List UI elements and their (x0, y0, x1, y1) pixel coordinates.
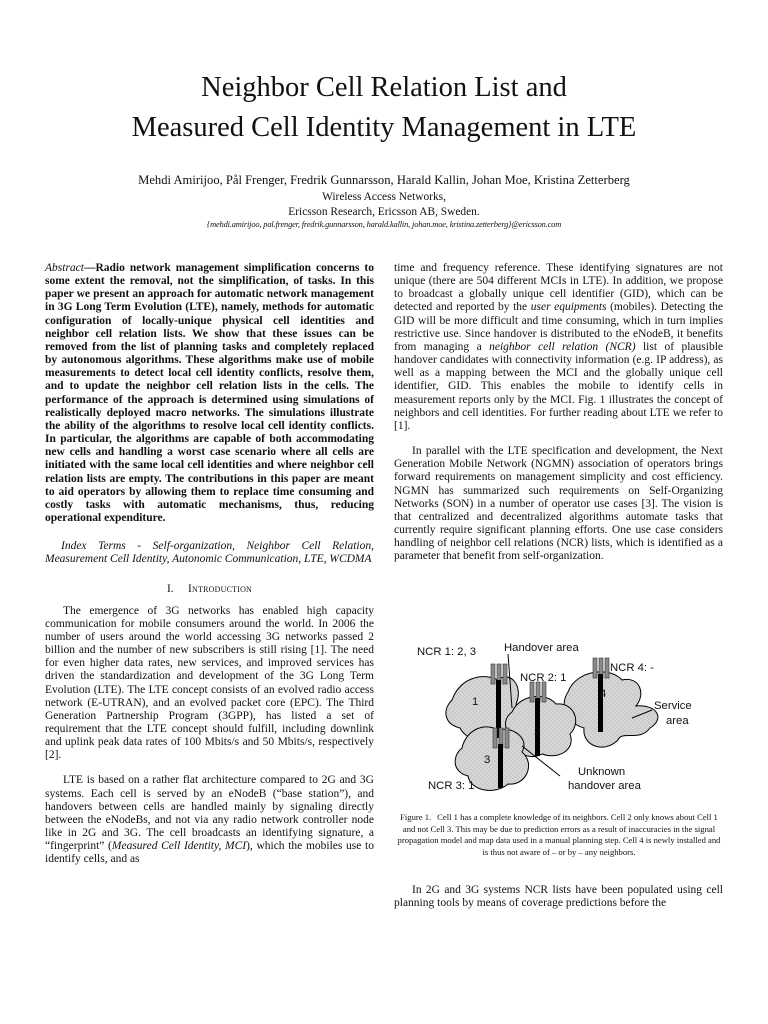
intro-p2-text-b: ), which the mobiles use to identify cells, and as (45, 840, 374, 866)
label-ncr-3: NCR 3: 1 (428, 780, 475, 792)
section-title: Introduction (188, 583, 253, 596)
title-line-2: Measured Cell Identity Management in LTE (131, 112, 637, 143)
cell-4-coverage (564, 672, 658, 747)
paper-title (40, 68, 728, 148)
label-handover-area: Handover area (504, 642, 579, 654)
label-service-area-line-1: Service (654, 700, 692, 712)
label-unknown-line-2: handover area (568, 780, 641, 792)
label-ncr-4: NCR 4: - (610, 662, 654, 674)
abstract-paragraph (45, 262, 374, 525)
author-emails: {mehdi.amirijoo, pal.frenger, fredrik.gunnarsson, harald.kallin, johan.moe, kristina.zetterberg}@ericsson.com (206, 220, 562, 229)
right-p1-text-b: (mobiles). Detecting the GID will be more difficult and time consuming, which in turn implies restrictive use. Since handover is distributed to the eNodeB, it benefits from managing a (394, 301, 723, 353)
title-line-1: Neighbor Cell Relation List and (201, 72, 567, 103)
label-cell-3: 3 (484, 754, 491, 766)
right-paragraph-3: In 2G and 3G systems NCR lists have been populated using cell planning tools by means of coverage predictions before the (394, 884, 723, 910)
label-unknown-line-1: Unknown (578, 766, 626, 778)
label-cell-4: 4 (600, 688, 607, 700)
caption-label: Figure 1. (400, 812, 432, 822)
abstract-body: Radio network management simplification concerns to some extent the removal, not the simplification, of tasks. In this paper we present an approach for automatic network management in 3G Long Term Evolution (LTE), namely, methods for automatic configuration of locally-unique physical cell identities and neighbor cell relation lists. We show that these issues can be removed from the list of planning tasks and completely replaced by autonomous algorithms. These algorithms make use of mobile measurements to detect local cell identity conflicts, resolve them, and to update the neighbor cell relation lists in the cells. The performance of the approach is determined using simulations of realistically deployed macro networks. The simulations illustrate the ability of the algorithms to resolve local cell identity conflicts. In particular, the algorithms are capable of both accommodating new cells and handling a worst case scenario where all cells are initiated with the same local cell identities and where neighbor cell relation lists are empty. The contributions in this paper are meant to aid operators by allowing them to replace time consuming and costly tasks with automatic mechanisms, thus, reducing operational expenditure. (45, 262, 374, 524)
caption-text: Cell 1 has a complete knowledge of its neighbors. Cell 2 only knows about Cell 1 and not Cell 3. This may be due to prediction errors as a result of inaccuracies in the signal propagation model and map data used in a manual planning step. Cell 4 is newly installed and is thus not aware of – or by – any neighbors. (397, 812, 721, 857)
right-p1-emphasis-1: user equipments (530, 301, 607, 314)
intro-p2-text-a: LTE is based on a rather flat architecture compared to 2G and 3G systems. Each cell is served by an eNodeB (“base station”), and handovers between cells are handled mainly by signaling directly between the eNodeBs, and not via any radio network controller node like in 2G and 3G. The cell broadcasts an identifying signature, a “fingerprint” ( (45, 774, 374, 853)
section-heading (45, 583, 374, 596)
index-terms: Index Terms - Self-organization, Neighbor Cell Relation, Measurement Cell Identity, Autonomic Communication, LTE, WCDMA (45, 540, 374, 566)
abstract-dash: — (83, 262, 96, 274)
label-service-area-line-2: area (666, 715, 689, 727)
left-column (45, 262, 374, 867)
right-paragraph-2: In parallel with the LTE specification and development, the Next Generation Mobile Network (NGMN) association of operators brings forward requirements on management simplicity and cost efficiency. NGMN has summarized such requirements on Self-Organizing Networks (SON) in a number of operator use cases [3]. The vision is that centralized and decentralized algorithms automate tasks that currently require significant planning efforts. One use case considers handling of neighbor cell relations (NCR) lists, which is identified as a parameter that benefit from self-organization. (394, 445, 723, 563)
right-p1-text-c: list of plausible handover candidates with connectivity information (e.g. IP address), as well as a mapping between the MCI and the globally unique cell identifier, GID. This enables the mobile to identify cells in measurement reports only by the MCI. Fig. 1 illustrates the concept of neighbors and cell identities. For further reading about LTE we refer to [1]. (394, 340, 723, 432)
abstract (45, 262, 374, 525)
right-paragraph-1 (394, 262, 723, 433)
intro-p2-emphasis: Measured Cell Identity, MCI (111, 840, 247, 853)
right-p1-emphasis-2: neighbor cell relation (NCR) (489, 340, 636, 353)
label-ncr-2: NCR 2: 1 (520, 672, 567, 684)
abstract-label: Abstract (45, 262, 84, 274)
intro-paragraph-1: The emergence of 3G networks has enabled high capacity communication for mobile consumers around the world. In 2006 the number of users around the world accessing 3G networks passed 2 billion and the number of new subscribers is still rising [1]. The need for even higher data rates, new services, and improved services has driven the standardization and development of the 3G Long Term Evolution (LTE). The LTE concept consists of an evolved radio access network (E-UTRAN), and an evolved packet core (EPC). The Third Generation Partnership Program (3GPP), has listed a set of requirement that the LTE concept should fulfill, including downlink and uplink peak data rates of 100 Mbits/s and 50 Mbits/s, respectively [2]. (45, 604, 374, 762)
label-cell-2: 2 (534, 726, 541, 738)
right-p1-text-a: time and frequency reference. These identifying signatures are not unique (there are 504 different MCIs in LTE). In addition, we propose to broadcast a globally unique cell identifier (GID), which can be detected and reported by the (394, 262, 723, 314)
figure-ncr-diagram (400, 630, 720, 808)
section-number: I. (166, 583, 174, 596)
intro-paragraph-2 (45, 774, 374, 866)
affiliation-group: Wireless Access Networks, (322, 191, 446, 203)
affiliation-company: Ericsson Research, Ericsson AB, Sweden. (288, 205, 480, 218)
label-ncr-1: NCR 1: 2, 3 (417, 646, 477, 658)
author-list: Mehdi Amirijoo, Pål Frenger, Fredrik Gunnarsson, Harald Kallin, Johan Moe, Kristina Zetterberg (138, 173, 630, 187)
right-column (394, 262, 723, 563)
figure-caption (396, 812, 722, 858)
affiliation-block (40, 190, 728, 231)
label-cell-1: 1 (472, 696, 479, 708)
